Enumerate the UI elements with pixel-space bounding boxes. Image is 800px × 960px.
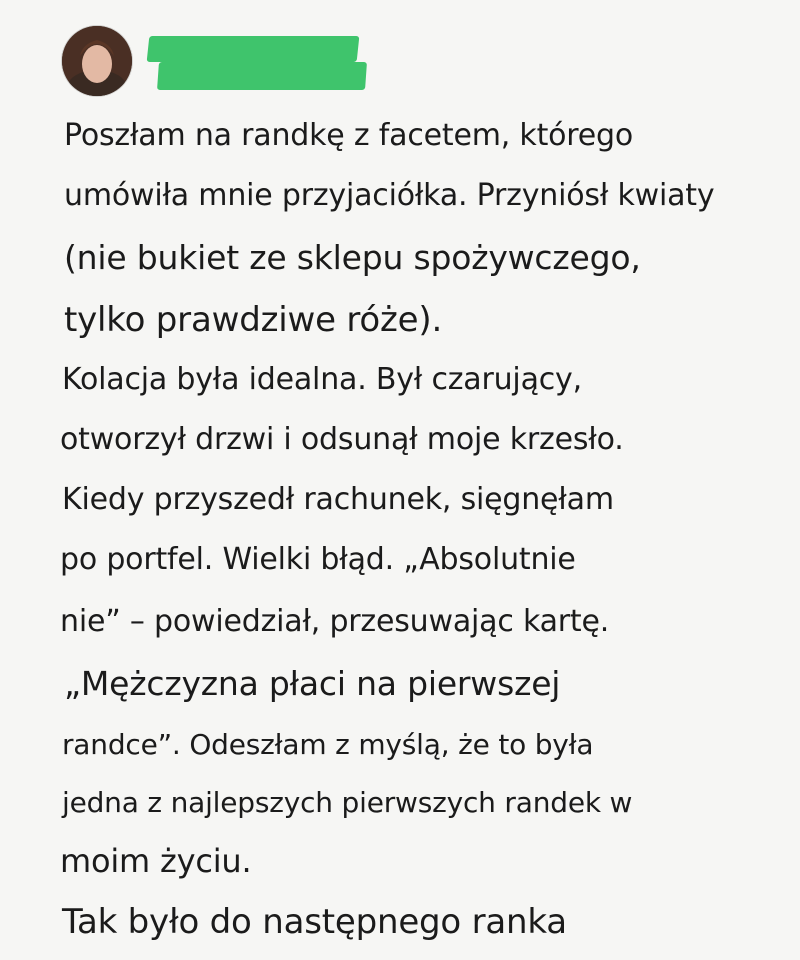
avatar-photo-icon [62, 26, 132, 96]
post-text-line: randce”. Odeszłam z myślą, że to była [62, 728, 594, 761]
username-redaction [147, 36, 360, 62]
post-text-line: tylko prawdziwe róże). [64, 300, 443, 340]
handle-redaction [157, 62, 367, 90]
post-text-line: (nie bukiet ze sklepu spożywczego, [64, 238, 641, 277]
post-text-line: nie” – powiedział, przesuwając kartę. [60, 604, 610, 639]
post-text-line: „Mężczyzna płaci na pierwszej [64, 664, 561, 703]
post-text-line: Tak było do następnego ranka [62, 902, 567, 942]
post-text-line: moim życiu. [60, 842, 252, 880]
post-text-line: Kolacja była idealna. Był czarujący, [62, 362, 582, 397]
post-text-line: po portfel. Wielki błąd. „Absolutnie [60, 542, 576, 577]
post-text-line: Kiedy przyszedł rachunek, sięgnęłam [62, 482, 614, 517]
post-header [62, 26, 382, 96]
post-text-line: umówiła mnie przyjaciółka. Przyniósł kwiaty [64, 178, 715, 213]
avatar[interactable] [62, 26, 132, 96]
post-text-line: Poszłam na randkę z facetem, którego [64, 118, 634, 153]
post-text-line: jedna z najlepszych pierwszych randek w [62, 786, 633, 819]
post-text-line: otworzył drzwi i odsunął moje krzesło. [60, 422, 624, 457]
